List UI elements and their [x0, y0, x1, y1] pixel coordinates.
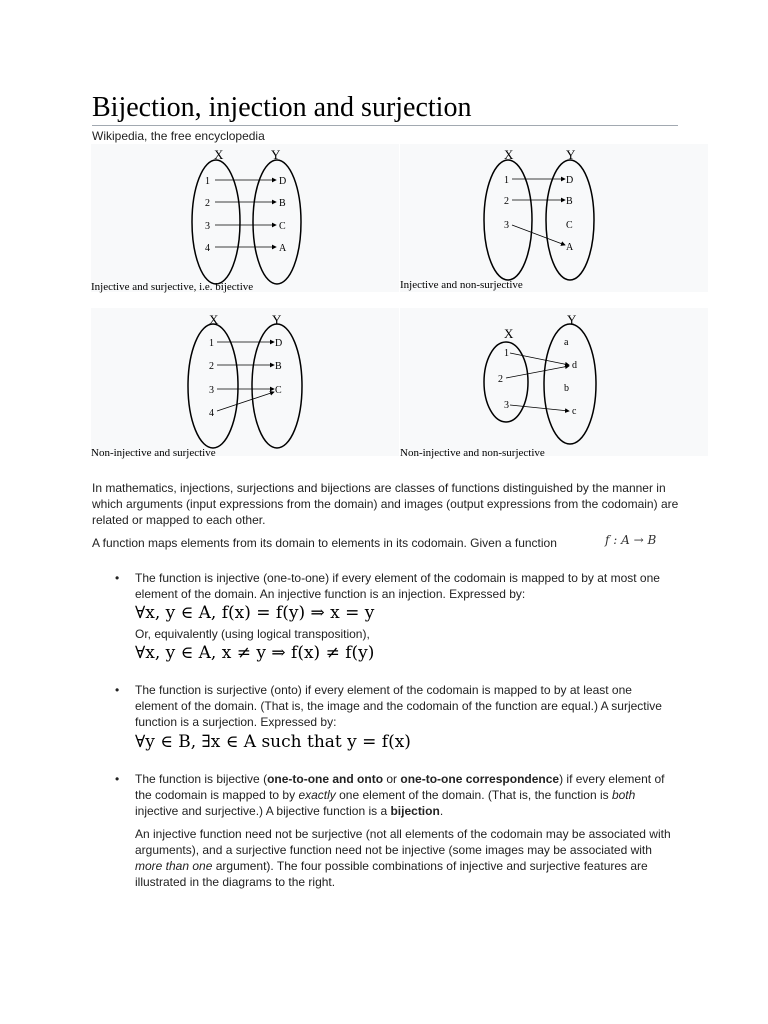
domain-element: 3 — [205, 221, 210, 232]
domain-element: 1 — [205, 176, 210, 187]
domain-element: 1 — [209, 338, 214, 349]
codomain-element: B — [566, 196, 573, 207]
mapping-arrow — [506, 366, 569, 378]
diagram-non-injective-non-surjective — [400, 308, 708, 459]
mapping-arrow — [217, 392, 274, 411]
surjective-text: The function is surjective (onto) if every element of the codomain is mapped to by at least one element of the domain. (That is, the image and the codomain of the function are equal.) A surjective function is a surjection. Expressed by: — [135, 683, 662, 729]
y-label: Y — [271, 147, 281, 162]
x-label: X — [504, 326, 514, 341]
mapping-diagram-injective — [400, 144, 708, 292]
diagram-caption: Non-injective and non-surjective — [400, 447, 545, 459]
diagram-non-injective-surjective — [91, 308, 399, 459]
function-expression: f : A → B — [605, 533, 657, 547]
codomain-element: D — [275, 338, 283, 349]
mapping-arrow — [510, 405, 569, 411]
domain-element: 2 — [498, 374, 503, 385]
surjective-formula: ∀y ∈ B, ∃x ∈ A such that y = f(x) — [135, 732, 411, 752]
domain-element: 2 — [209, 361, 214, 372]
domain-element: 1 — [504, 175, 509, 186]
bullet-icon: • — [115, 571, 120, 585]
domain-ellipse — [192, 160, 240, 284]
diagram-caption: Injective and surjective, i.e. bijective — [91, 281, 254, 293]
codomain-element: b — [564, 383, 569, 394]
intro-paragraph: In mathematics, injections, surjections and bijections are classes of functions distinguished by the manner in which arguments (input expressions from the domain) and images (output expressions from the codomain) are related or mapped to each other. — [92, 481, 679, 527]
codomain-element: d — [572, 360, 577, 371]
bullet-icon: • — [115, 683, 120, 697]
codomain-element: c — [572, 406, 577, 417]
codomain-element: C — [275, 385, 282, 396]
codomain-element: D — [566, 175, 574, 186]
mapping-arrow — [510, 353, 569, 365]
y-label: Y — [272, 312, 282, 327]
bijective-text: The function is bijective (one-to-one and onto or one-to-one correspondence) if every element of the codomain is mapped to by exactly one element of the domain. (That is, the function is both injective and surjective.) A bijective function is a bijection. — [135, 772, 665, 818]
codomain-element: a — [564, 337, 569, 348]
codomain-element: C — [566, 220, 573, 231]
mapping-diagram-surjective — [91, 308, 399, 456]
closing-paragraph: An injective function need not be surjective (not all elements of the codomain may be associated with arguments), and a surjective function need not be injective (some images may be associated with more than one argument). The four possible combinations of injective and surjective features are illustrated in the diagrams to the right. — [135, 827, 671, 889]
codomain-element: A — [279, 243, 287, 254]
diagram-caption: Injective and non-surjective — [400, 279, 523, 291]
mapping-arrow — [512, 225, 565, 245]
injective-formula: ∀x, y ∈ A, f(x) = f(y) ⇒ x = y — [135, 603, 375, 623]
domain-element: 3 — [504, 400, 509, 411]
domain-element: 4 — [205, 243, 210, 254]
diagram-caption: Non-injective and surjective — [91, 447, 216, 459]
bullet-icon: • — [115, 772, 120, 786]
codomain-ellipse — [544, 324, 596, 444]
x-label: X — [209, 312, 219, 327]
domain-element: 2 — [205, 198, 210, 209]
transposition-formula: ∀x, y ∈ A, x ≠ y ⇒ f(x) ≠ f(y) — [135, 643, 375, 663]
codomain-element: C — [279, 221, 286, 232]
mapping-diagram-neither — [400, 308, 708, 456]
mapping-diagram-bijective — [91, 144, 399, 292]
domain-element: 4 — [209, 408, 214, 419]
domain-element: 3 — [209, 385, 214, 396]
y-label: Y — [567, 312, 577, 327]
y-label: Y — [566, 147, 576, 162]
injective-text: The function is injective (one-to-one) if every element of the codomain is mapped to by at most one element of the domain. An injective function is an injection. Expressed by: — [135, 571, 660, 601]
x-label: X — [214, 147, 224, 162]
page-title: Bijection, injection and surjection — [92, 92, 472, 123]
page-subtitle: Wikipedia, the free encyclopedia — [92, 129, 265, 143]
domain-element: 1 — [504, 348, 509, 359]
domain-element: 2 — [504, 196, 509, 207]
codomain-element: A — [566, 242, 574, 253]
diagram-bijective — [91, 144, 399, 292]
transposition-text: Or, equivalently (using logical transposition), — [135, 627, 370, 641]
title-divider — [92, 125, 678, 126]
domain-element: 3 — [504, 220, 509, 231]
codomain-ellipse — [253, 160, 301, 284]
diagram-injective-non-surjective — [400, 144, 708, 292]
codomain-element: B — [279, 198, 286, 209]
function-paragraph: A function maps elements from its domain to elements in its codomain. Given a function — [92, 536, 557, 550]
codomain-element: D — [279, 176, 287, 187]
codomain-element: B — [275, 361, 282, 372]
x-label: X — [504, 147, 514, 162]
